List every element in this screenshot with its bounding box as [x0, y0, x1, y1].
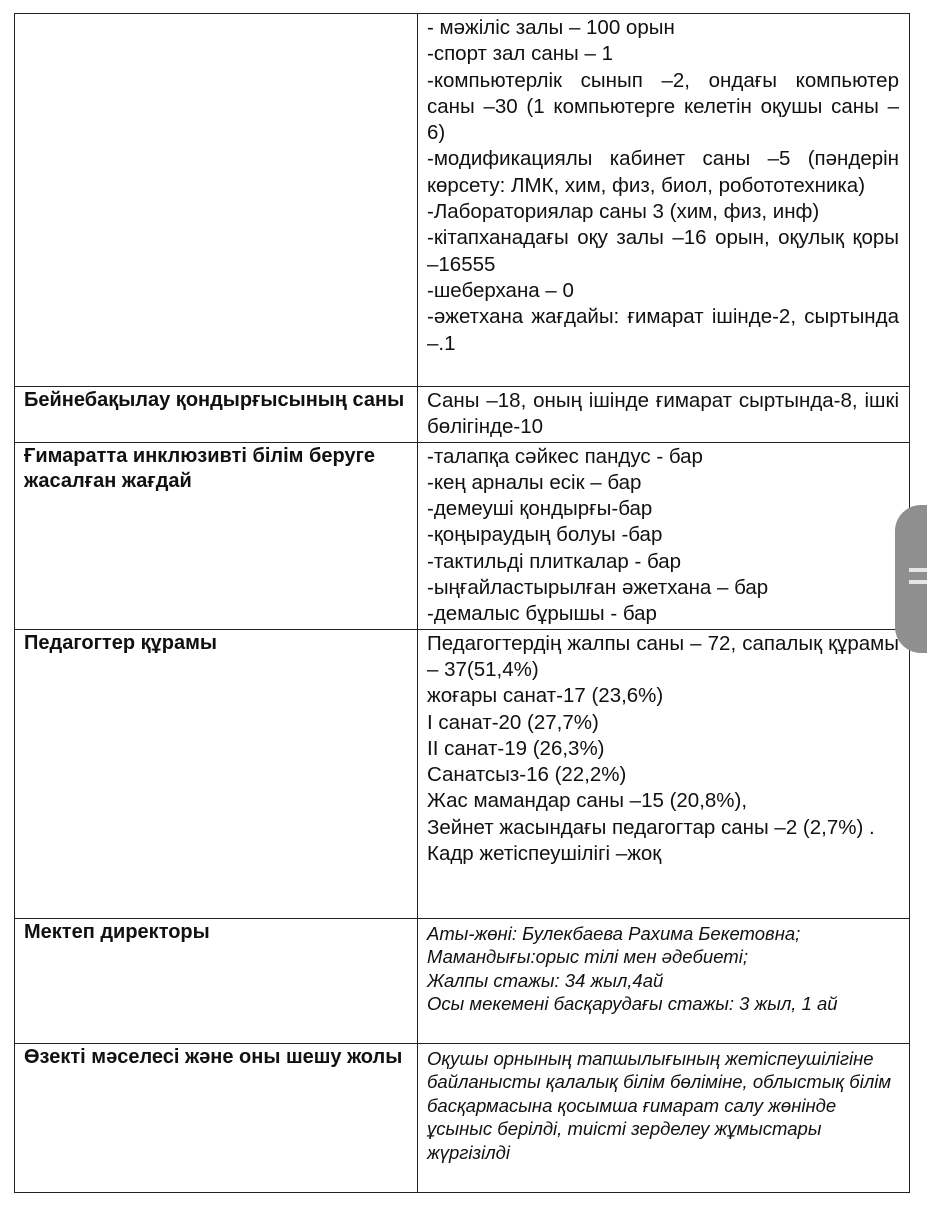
row-label: Педагогтер құрамы — [15, 629, 418, 918]
row-label: Ғимаратта инклюзивті білім беруге жасалған жағдай — [15, 442, 418, 629]
inclusive-cell — [418, 442, 910, 629]
list-item: -модификациялы кабинет саны –5 (пәндерін көрсету: ЛМК, хим, физ, биол, робототехника) — [427, 147, 899, 197]
list-item: Осы мекемені басқарудағы стажы: 3 жыл, 1 ай — [427, 993, 838, 1015]
table-row — [15, 1043, 910, 1192]
director-cell — [418, 918, 910, 1043]
table-row — [15, 387, 910, 443]
list-item: -кітапханадағы оқу залы –16 орын, оқулық қоры –16555 — [427, 226, 899, 276]
list-item: -компьютерлік сынып –2, ондағы компьютер саны –30 (1 компьютерге келетін оқушы саны – 6) — [427, 68, 899, 145]
side-panel-handle[interactable] — [895, 505, 927, 653]
list-item: -қоңыраудың болуы -бар — [427, 523, 663, 547]
row-label: Өзекті мәселесі және оны шешу жолы — [15, 1043, 418, 1192]
row-label: Мектеп директоры — [15, 918, 418, 1043]
list-item: -ыңғайластырылған әжетхана – бар — [427, 576, 769, 600]
list-item: -демалыс бұрышы - бар — [427, 602, 657, 626]
list-item: -кең арналы есік – бар — [427, 470, 642, 494]
list-item: -демеуші қондырғы-бар — [427, 497, 653, 521]
list-item: -талапқа сәйкес пандус - бар — [427, 444, 703, 468]
table-row — [15, 918, 910, 1043]
grip-line-icon — [909, 580, 927, 584]
info-table — [14, 13, 910, 1193]
table-row — [15, 629, 910, 918]
row-label — [15, 14, 418, 387]
table-row — [15, 14, 910, 387]
list-item: Мамандығы:орыс тілі мен әдебиеті; — [427, 946, 748, 968]
list-item: жоғары санат-17 (23,6%) — [427, 684, 664, 708]
list-item: Педагогтердің жалпы саны – 72, сапалық құрамы – 37(51,4%) — [427, 631, 899, 681]
teachers-cell — [418, 629, 910, 918]
list-item: - мәжіліс залы – 100 орын — [427, 16, 675, 39]
list-item: -спорт зал саны – 1 — [427, 42, 613, 66]
list-item: Жас мамандар саны –15 (20,8%), — [427, 789, 748, 813]
list-item: -әжетхана жағдайы: ғимарат ішінде-2, сыртында –.1 — [427, 305, 899, 355]
list-item: Зейнет жасындағы педагогтар саны –2 (2,7%) . — [427, 815, 875, 839]
list-item: Жалпы стажы: 34 жыл,4ай — [427, 969, 664, 991]
list-item: Кадр жетіспеушілігі –жоқ — [427, 842, 662, 866]
facilities-cell — [418, 14, 910, 387]
list-item: -шеберхана – 0 — [427, 278, 574, 302]
list-item: -Лабораториялар саны 3 (хим, физ, инф) — [427, 200, 820, 224]
list-item: -тактильді плиткалар - бар — [427, 549, 682, 573]
grip-line-icon — [909, 568, 927, 572]
list-item: I санат-20 (27,7%) — [427, 710, 599, 734]
list-item: Оқушы орнының тапшылығының жетіспеушілігіне байланысты қалалық білім бөліміне, облыстық білім басқармасына қосымша ғимарат салу жөнінде ұсыныс берілді, тиісті зерделеу жұмыстары жүргізілді — [427, 1047, 892, 1164]
list-item: Аты-жөні: Булекбаева Рахима Бекетовна; — [427, 922, 801, 944]
table-row — [15, 442, 910, 629]
issue-cell — [418, 1043, 910, 1192]
cctv-cell — [418, 387, 910, 443]
list-item: II санат-19 (26,3%) — [427, 736, 605, 760]
list-item: Саны –18, оның ішінде ғимарат сыртында-8, ішкі бөлігінде-10 — [427, 389, 899, 439]
list-item: Санатсыз-16 (22,2%) — [427, 763, 627, 787]
row-label: Бейнебақылау қондырғысының саны — [15, 387, 418, 443]
